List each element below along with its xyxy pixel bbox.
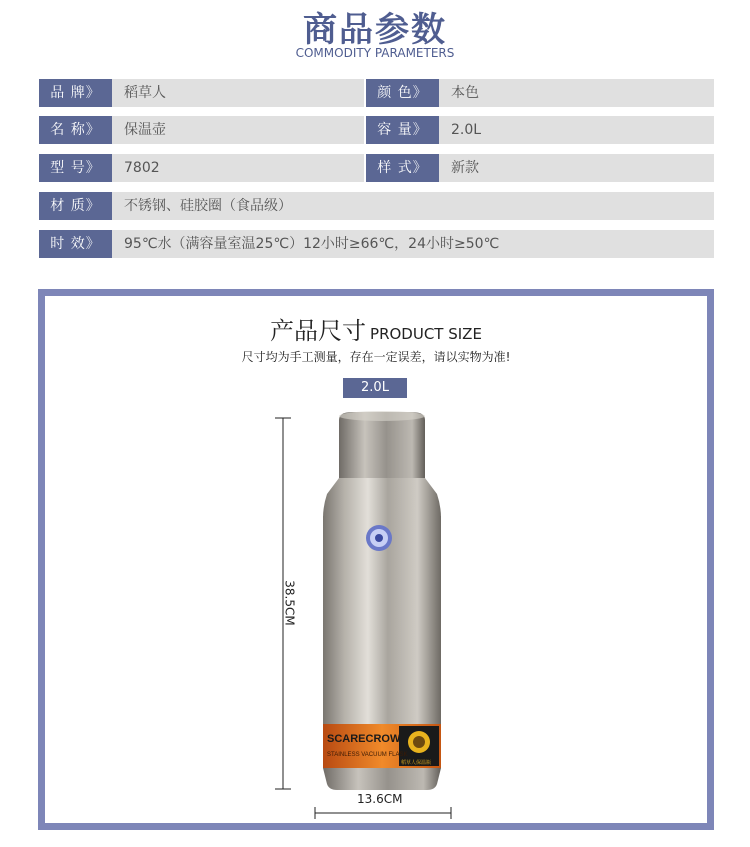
width-label: 13.6CM — [357, 792, 403, 806]
product-size-title-cn: 产品尺寸 — [270, 317, 367, 345]
param-value-name: 保温壶 — [112, 116, 364, 144]
param-label-insulation: 时 效》 — [39, 230, 112, 258]
param-label-model: 型 号》 — [39, 154, 112, 182]
param-value-model: 7802 — [112, 154, 364, 182]
param-label-capacity: 容 量》 — [366, 116, 439, 144]
product-size-title-en: PRODUCT SIZE — [370, 325, 482, 343]
product-size-title — [45, 311, 707, 346]
thermos-label-brand: SCARECROW — [327, 733, 401, 745]
thermos-image — [307, 406, 457, 796]
param-label-brand: 品 牌》 — [39, 79, 112, 107]
thermos-label-cn: 稻草人保温瓶 — [401, 760, 432, 766]
param-row-name — [39, 116, 364, 144]
param-row-brand — [39, 79, 364, 107]
page-title: 商品参数 — [303, 10, 447, 50]
param-label-name: 名 称》 — [39, 116, 112, 144]
measurement-note: 尺寸均为手工测量，存在一定误差，请以实物为准! — [241, 350, 511, 364]
param-value-insulation: 95℃水（满容量室温25℃）12小时≥66℃，24小时≥50℃ — [112, 230, 714, 258]
product-size-panel — [38, 289, 714, 830]
capacity-badge: 2.0L — [343, 378, 407, 398]
param-label-style: 样 式》 — [366, 154, 439, 182]
param-value-color: 本色 — [439, 79, 714, 107]
param-row-color — [366, 79, 714, 107]
param-value-style: 新款 — [439, 154, 714, 182]
param-row-capacity — [366, 116, 714, 144]
param-row-insulation — [39, 230, 714, 258]
param-row-material — [39, 192, 714, 220]
width-dimension-line — [313, 806, 453, 820]
param-value-brand: 稻草人 — [112, 79, 364, 107]
param-label-material: 材 质》 — [39, 192, 112, 220]
param-label-color: 颜 色》 — [366, 79, 439, 107]
height-label: 38.5CM — [282, 580, 297, 626]
thermos-label-sub: STAINLESS VACUUM FLASK — [327, 752, 408, 758]
page-subtitle: COMMODITY PARAMETERS — [295, 46, 455, 60]
param-value-capacity: 2.0L — [439, 116, 714, 144]
param-row-style — [366, 154, 714, 182]
param-value-material: 不锈钢、硅胶圈（食品级） — [112, 192, 714, 220]
param-row-model — [39, 154, 364, 182]
